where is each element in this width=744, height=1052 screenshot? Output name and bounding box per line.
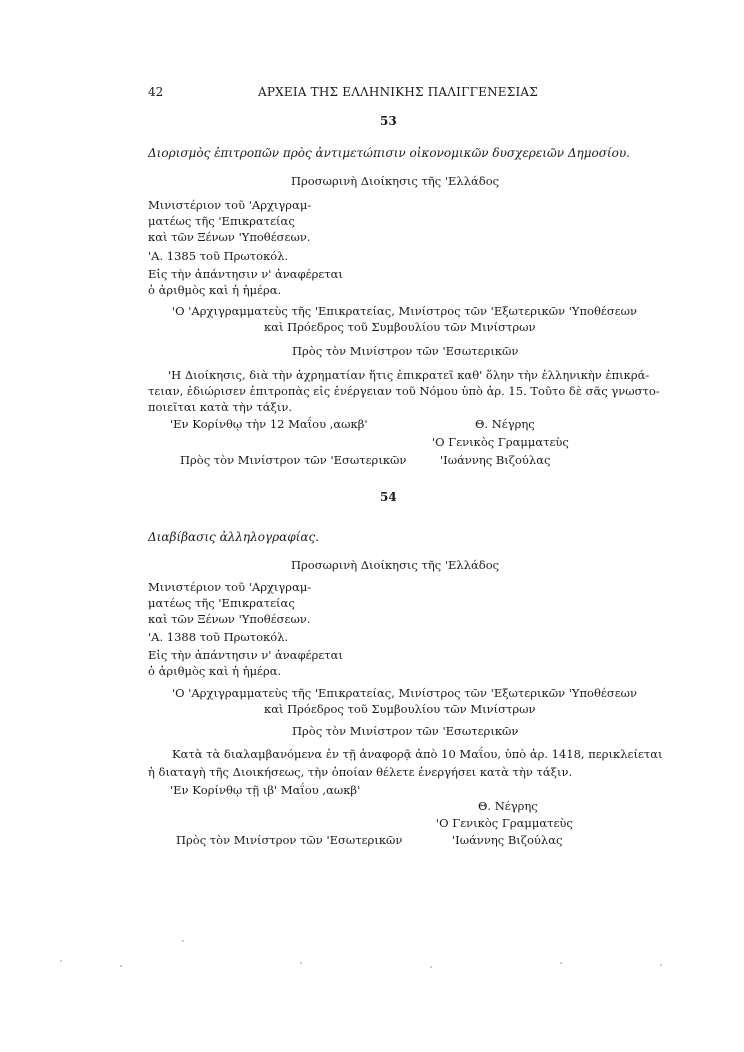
- doc53-signature-secretary: 'Ιωάννης Βιζούλας: [440, 453, 551, 467]
- scan-speck: [430, 966, 432, 968]
- doc53-sender-line-2: καὶ Πρόεδρος τοῦ Συμβουλίου τῶν Μινίστρων: [264, 320, 536, 334]
- doc53-recipient: Πρὸς τὸν Μινίστρον τῶν 'Εσωτερικῶν: [292, 344, 519, 358]
- doc53-sender-line-1: 'Ο 'Αρχιγραμματεὺς τῆς 'Επικρατείας, Μινίστρος τῶν 'Εξωτερικῶν 'Υποθέσεων: [172, 304, 638, 318]
- doc54-body-line-1: Κατὰ τὰ διαλαμβανόμενα ἐν τῇ ἀναφορᾷ ἀπὸ 10 Μαΐου, ὑπὸ ἀρ. 1418, περικλείεται: [172, 747, 663, 761]
- doc53-number: 53: [380, 114, 397, 128]
- scan-speck: [60, 960, 62, 962]
- doc54-ministry-line-1: Μινιστέριον τοῦ 'Αρχιγραμ-: [148, 580, 312, 594]
- doc53-protocol: 'Α. 1385 τοῦ Πρωτοκόλ.: [148, 249, 289, 263]
- doc53-signature-title: 'Ο Γενικὸς Γραμματεὺς: [432, 435, 569, 449]
- doc54-signature-title: 'Ο Γενικὸς Γραμματεὺς: [436, 816, 573, 830]
- doc53-place-date: 'Εν Κορίνθῳ τὴν 12 Μαΐου ,αωκβ': [170, 417, 368, 431]
- doc53-body-line-2: τειαν, ἐδιώρισεν ἐπιτροπὰς εἰς ἐνέργειαν τοῦ Νόμου ὑπὸ ἀρ. 15. Τοῦτο δὲ σᾶς γνωστο-: [148, 384, 660, 398]
- scan-speck: [182, 940, 184, 942]
- doc54-addressee-footer: Πρὸς τὸν Μινίστρον τῶν 'Εσωτερικῶν: [176, 833, 403, 847]
- scan-speck: [300, 962, 302, 964]
- doc54-reply-line-1: Εἰς τὴν ἀπάντησιν ν' ἀναφέρεται: [148, 648, 343, 662]
- doc53-ministry-line-3: καὶ τῶν Ξένων 'Υποθέσεων.: [148, 230, 311, 244]
- doc54-place-date: 'Εν Κορίνθῳ τῇ ιβ' Μαΐου ,αωκβ': [170, 783, 361, 797]
- doc54-recipient: Πρὸς τὸν Μινίστρον τῶν 'Εσωτερικῶν: [292, 724, 519, 738]
- doc53-addressee-footer: Πρὸς τὸν Μινίστρον τῶν 'Εσωτερικῶν: [180, 453, 407, 467]
- doc54-government: Προσωρινὴ Διοίκησις τῆς 'Ελλάδος: [291, 558, 500, 572]
- doc53-body-line-1: 'Η Διοίκησις, διὰ τὴν ἀχρηματίαν ἥτις ἐπικρατεῖ καθ' ὅλην τὴν ἑλληνικὴν ἐπικρά-: [168, 368, 650, 382]
- doc53-body-line-3: ποιεῖται κατὰ τὴν τάξιν.: [148, 400, 293, 414]
- doc54-protocol: 'Α. 1388 τοῦ Πρωτοκόλ.: [148, 630, 289, 644]
- scan-speck: [120, 965, 122, 967]
- scan-speck: [560, 962, 562, 964]
- doc54-ministry-line-2: ματέως τῆς 'Επικρατείας: [148, 596, 295, 610]
- doc54-body-line-2: ἡ διαταγὴ τῆς Διοικήσεως, τὴν ὁποίαν θέλετε ἐνεργήσει κατὰ τὴν τάξιν.: [148, 765, 573, 779]
- doc53-reply-line-1: Εἰς τὴν ἀπάντησιν ν' ἀναφέρεται: [148, 267, 343, 281]
- doc54-sender-line-2: καὶ Πρόεδρος τοῦ Συμβουλίου τῶν Μινίστρων: [264, 702, 536, 716]
- doc53-ministry-line-2: ματέως τῆς 'Επικρατείας: [148, 214, 295, 228]
- scan-speck: [660, 964, 662, 966]
- doc54-number: 54: [380, 490, 397, 504]
- doc54-ministry-line-3: καὶ τῶν Ξένων 'Υποθέσεων.: [148, 612, 311, 626]
- doc54-subject: Διαβίβασις ἀλληλογραφίας.: [148, 530, 319, 544]
- doc54-signature-secretary: 'Ιωάννης Βιζούλας: [452, 833, 563, 847]
- doc54-signature-name: Θ. Νέγρης: [478, 799, 538, 813]
- doc53-subject: Διορισμὸς ἐπιτροπῶν πρὸς ἀντιμετώπισιν οἰκονομικῶν δυσχερειῶν Δημοσίου.: [148, 146, 630, 160]
- page-number: 42: [148, 85, 164, 99]
- doc54-reply-line-2: ὁ ἀριθμὸς καὶ ἡ ἡμέρα.: [148, 664, 282, 678]
- doc53-reply-line-2: ὁ ἀριθμὸς καὶ ἡ ἡμέρα.: [148, 283, 282, 297]
- doc54-sender-line-1: 'Ο 'Αρχιγραμματεὺς τῆς 'Επικρατείας, Μινίστρος τῶν 'Εξωτερικῶν 'Υποθέσεων: [172, 686, 638, 700]
- doc53-signature-name: Θ. Νέγρης: [475, 417, 535, 431]
- running-title: ΑΡΧΕΙΑ ΤΗΣ ΕΛΛΗΝΙΚΗΣ ΠΑΛΙΓΓΕΝΕΣΙΑΣ: [258, 85, 538, 99]
- doc53-ministry-line-1: Μινιστέριον τοῦ 'Αρχιγραμ-: [148, 198, 312, 212]
- doc53-government: Προσωρινὴ Διοίκησις τῆς 'Ελλάδος: [291, 174, 500, 188]
